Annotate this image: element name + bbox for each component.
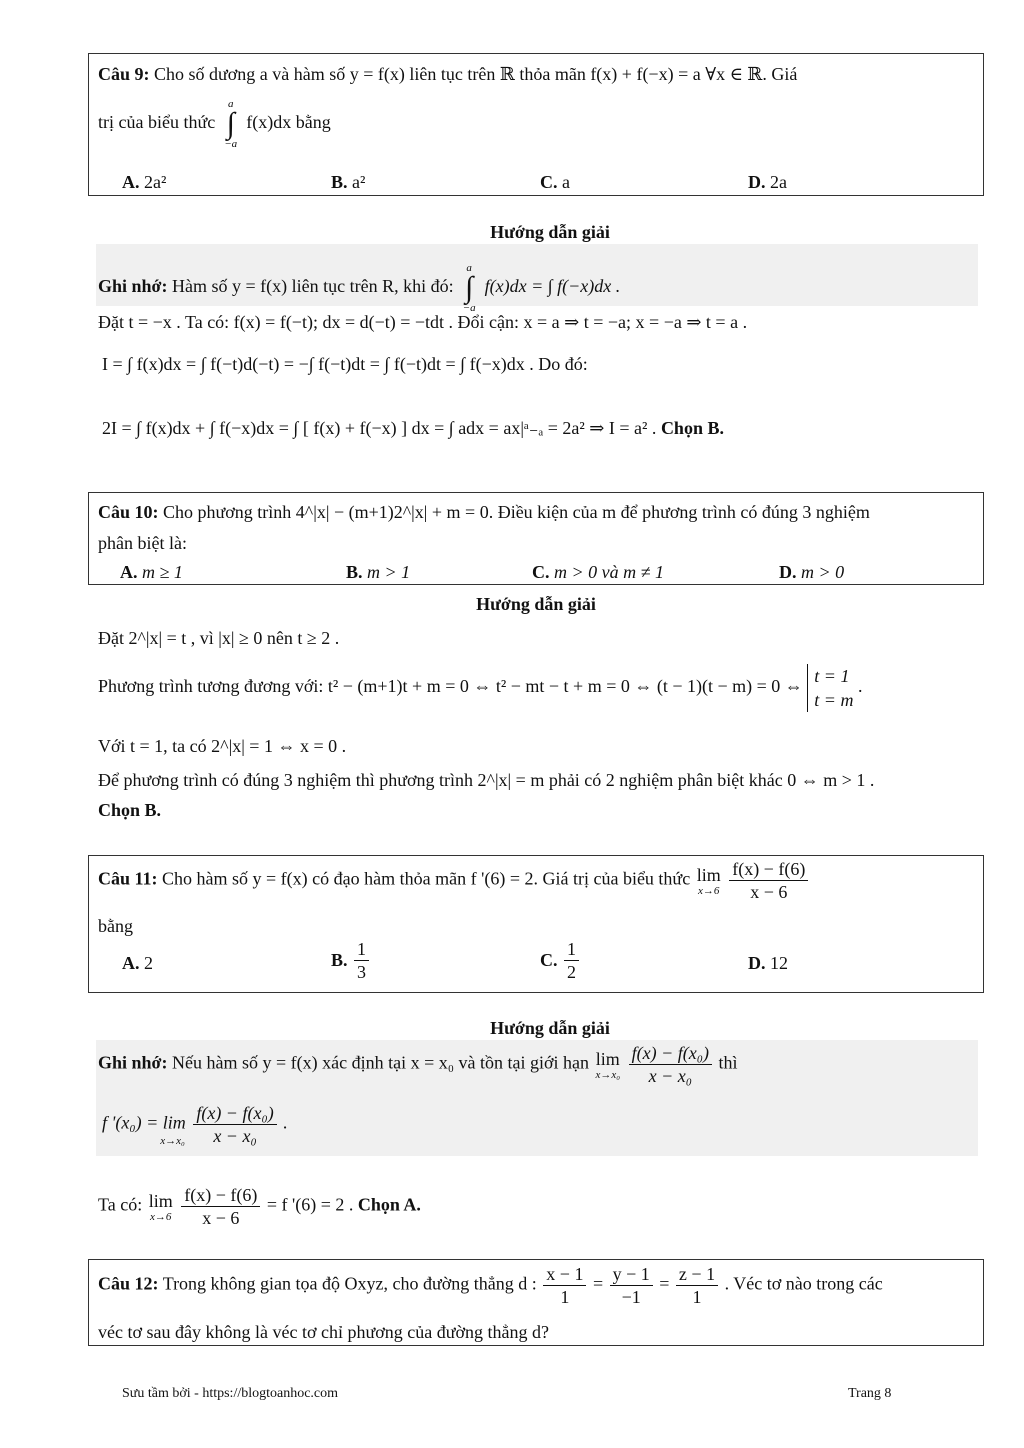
q11-line1 xyxy=(98,858,810,903)
q11-fraction: $\frac{f(x) - f(6)}{x - 6}$ xyxy=(729,858,808,903)
footer-page-number: Trang 8 xyxy=(848,1386,892,1401)
q9-text2-post: bằng xyxy=(295,112,331,133)
q9-option-b[interactable]: B. a² xyxy=(331,172,366,192)
q9-line2 xyxy=(98,98,331,150)
q11-lim: lim x→6 xyxy=(696,864,721,897)
q9-integral: a ∫ −a xyxy=(222,98,240,150)
q10-option-d[interactable]: D. m > 0 xyxy=(779,562,845,582)
sol9-note-label: Ghi nhớ: xyxy=(98,276,168,297)
q10-text1: Cho phương trình 4^|x| − (m+1)2^|x| + m = 0. Điều kiện của m để phương trình có đúng 3 nghiệm xyxy=(163,502,870,522)
sol11-note-line1: Ghi nhớ: Nếu hàm số y = f(x) xác định tại x = x₀ và tồn tại giới hạn lim x→x₀ $\frac{\text{f(x) − f(x₀)}}{\text{x − x₀}}$ thì xyxy=(98,1043,738,1086)
q9-text2-pre: trị của biểu thức xyxy=(98,112,216,133)
q11-label: Câu 11: xyxy=(98,868,158,889)
q10-label: Câu 10: xyxy=(98,502,159,522)
sol11-result: Ta có: lim x→6 $\frac{f(x) - f(6)}{x - 6}$ = f '(6) = 2 . Chọn A. xyxy=(98,1185,421,1228)
q9-option-a[interactable]: A. 2a² xyxy=(122,172,167,192)
q10-line2: phân biệt là: xyxy=(98,533,187,553)
sol9-note-text: Hàm số y = f(x) liên tục trên R, khi đó: xyxy=(172,276,454,297)
q9-text1: Cho số dương a và hàm số y = f(x) liên tục trên ℝ thỏa mãn f(x) + f(−x) = a ∀x ∈ ℝ. Giá xyxy=(154,64,798,84)
q9-option-d[interactable]: D. 2a xyxy=(748,172,787,192)
q9-label: Câu 9: xyxy=(98,64,150,84)
sol9-line3-text: 2I = ∫ f(x)dx + ∫ f(−x)dx = ∫ [ f(x) + f(−x) ] dx = ∫ adx = ax|ᵃ₋ₐ = 2a² ⇒ I = a² . xyxy=(102,418,657,438)
sol11-note-line2: f '(x₀) = lim x→x₀ $\frac{\text{f(x) − f(x₀)}}{\text{x − x₀}}$ . xyxy=(102,1103,288,1147)
q10-option-b[interactable]: B. m > 1 xyxy=(346,562,411,582)
q11-option-b[interactable]: B. $\frac{1}{3}$ xyxy=(331,938,371,983)
sol10-cases: t = 1 t = m xyxy=(807,664,853,712)
sol10-line2: Phương trình tương đương với: t² − (m+1)t + m = 0 ⇔ t² − mt − t + m = 0 ⇔ (t − 1)(t − m) = 0 ⇔ t = 1 t = m . xyxy=(98,666,863,710)
sol10-title: Hướng dẫn giải xyxy=(476,594,596,614)
sol9-line2: I = ∫ f(x)dx = ∫ f(−t)d(−t) = −∫ f(−t)dt = ∫ f(−t)dt = ∫ f(−x)dx . Do đó: xyxy=(102,354,588,374)
q10-option-c[interactable]: C. m > 0 và m ≠ 1 xyxy=(532,562,665,582)
q12-label: Câu 12: xyxy=(98,1273,159,1294)
q12-line2: véc tơ sau đây không là véc tơ chỉ phương của đường thẳng d? xyxy=(98,1322,549,1342)
sol9-choice: Chọn B. xyxy=(660,418,724,438)
q11-text1: Cho hàm số y = f(x) có đạo hàm thỏa mãn f '(6) = 2. Giá trị của biểu thức xyxy=(162,868,691,889)
q9-int-upper: a xyxy=(227,98,234,110)
sol10-line2-text: Phương trình tương đương với: t² − (m+1)t + m = 0 ⇔ t² − mt − t + m = 0 ⇔ (t − 1)(t − m) = 0 ⇔ xyxy=(98,676,803,697)
q11-option-d[interactable]: D. 12 xyxy=(748,953,788,973)
sol9-line3 xyxy=(102,418,724,439)
footer-source[interactable]: Sưu tầm bởi - https://blogtoanhoc.com xyxy=(122,1386,339,1401)
q11-option-c[interactable]: C. $\frac{1}{2}$ xyxy=(540,938,581,983)
sol11-note-label: Ghi nhớ: xyxy=(98,1052,168,1073)
sol11-choice: Chọn A. xyxy=(357,1194,421,1215)
q11-option-a[interactable]: A. 2 xyxy=(122,953,153,973)
q10-option-a[interactable]: A. m ≥ 1 xyxy=(120,562,183,582)
sol10-line3: Với t = 1, ta có 2^|x| = 1 ⇔ x = 0 . xyxy=(98,736,347,756)
q12-line1: Câu 12: Trong không gian tọa độ Oxyz, cho đường thẳng d : $\frac{x - 1}{1}$ = $\frac{y - 1}{-1}$ = $\frac{z - 1}{1}$ . Véc tơ nào trong các xyxy=(98,1264,883,1307)
q9-int-lower: −a xyxy=(224,138,238,150)
sol11-note-text: Nếu hàm số y = f(x) xác định tại x = x₀ và tồn tại giới hạn xyxy=(172,1052,590,1073)
q10-line1 xyxy=(98,502,870,523)
sol10-line1: Đặt 2^|x| = t , vì |x| ≥ 0 nên t ≥ 2 . xyxy=(98,628,340,648)
sol9-title: Hướng dẫn giải xyxy=(490,222,610,242)
q9-line1 xyxy=(98,64,797,85)
sol9-note: Ghi nhớ: Hàm số y = f(x) liên tục trên R, khi đó: a ∫ −a f(x)dx = ∫ f(−x)dx . xyxy=(98,262,621,314)
sol10-choice: Chọn B. xyxy=(98,800,162,820)
q9-int-body: f(x)dx xyxy=(246,112,292,133)
sol11-title: Hướng dẫn giải xyxy=(490,1018,610,1038)
q11-line2: bằng xyxy=(98,916,133,936)
sol9-note-formula: f(x)dx = ∫ f(−x)dx . xyxy=(484,276,621,297)
sol9-line1: Đặt t = −x . Ta có: f(x) = f(−t); dx = d(−t) = −tdt . Đổi cận: x = a ⇒ t = −a; x = −a ⇒ t = a . xyxy=(98,312,748,332)
sol11-note-then: thì xyxy=(718,1052,738,1073)
sol10-line4: Để phương trình có đúng 3 nghiệm thì phương trình 2^|x| = m phải có 2 nghiệm phân biệt khác 0 ⇔ m > 1 . xyxy=(98,770,875,790)
q9-option-c[interactable]: C. a xyxy=(540,172,570,192)
